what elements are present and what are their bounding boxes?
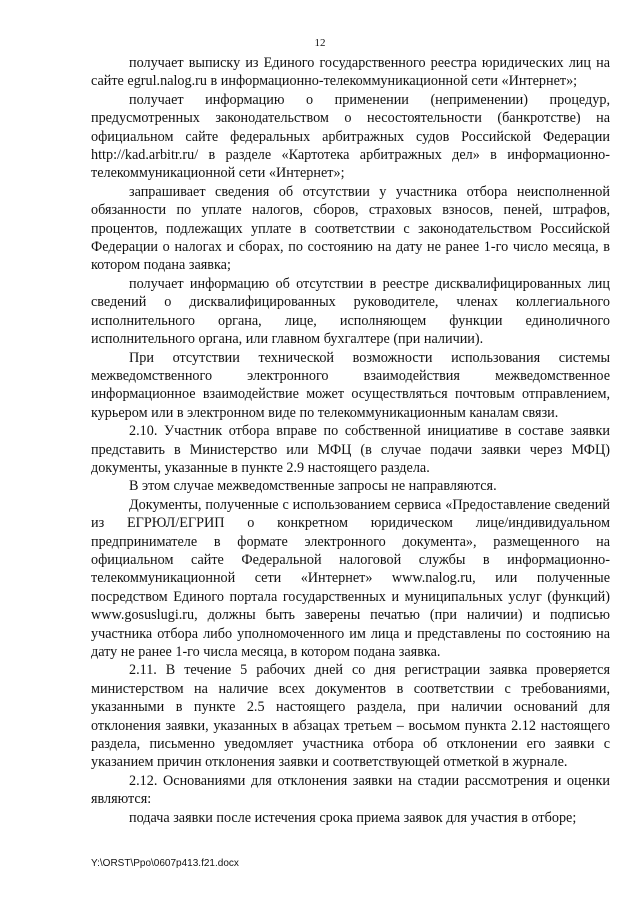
paragraph-late-submission: подача заявки после истечения срока приема заявок для участия в отборе; <box>129 809 577 826</box>
paragraph-2-11: 2.11. В течение 5 рабочих дней со дня регистрации заявка проверяется министерством на наличие всех документов в соответствии с требованиями, указанными в пункте 2.5 настоящего раздела, при наличии оснований для отклонения заявки, указанных в абзацах третьем – восьмом пункта 2.12 настоящего раздела, письменно уведомляет участника отбора об отклонении его заявки с указанием причин отклонения заявки и соответствующей отметкой в журнале. <box>91 662 610 771</box>
paragraph-tax-obligations: запрашивает сведения об отсутствии у участника отбора неисполненной обязанности по уплате налогов, сборов, страховых взносов, пеней, штрафов, процентов, подлежащих уплате в соответствии с законодательством Российской Федерации о налогах и сборах, по состоянию на дату не ранее 1-го число месяца, в котором подана заявка; <box>91 183 610 274</box>
paragraph-no-requests: В этом случае межведомственные запросы не направляются. <box>129 478 497 495</box>
page-number: 12 <box>314 37 326 49</box>
paragraph-2-12: 2.12. Основаниями для отклонения заявки на стадии рассмотрения и оценки являются: <box>91 772 610 808</box>
paragraph-disqualified-registry: получает информацию об отсутствии в реестре дисквалифицированных лиц сведений о дисквалифицированных руководителе, членах коллегиального исполнительного органа, лице, исполняющем функции единоличного исполнительного органа, или главном бухгалтере (при наличии). <box>91 275 610 348</box>
paragraph-no-technical-capability: При отсутствии технической возможности использования системы межведомственного электронного взаимодействия межведомственное информационное взаимодействие может осуществляться почтовым отправлением, курьером или в электронном виде по телекоммуникационным каналам связи. <box>91 349 610 421</box>
paragraph-documents-service: Документы, полученные с использованием сервиса «Предоставление сведений из ЕГРЮЛ/ЕГРИП о конкретном юридическом лице/индивидуальном предпринимателе в формате электронного документа», размещенного на официальном сайте Федеральной налоговой службы в информационно-телекоммуникационной сети «Интернет» www.nalog.ru, или полученные посредством Единого портала государственных и муниципальных услуг (функций) www.gosuslugi.ru, должны быть заверены печатью (при наличии) и подписью участника отбора либо уполномоченного им лица и представлены по состоянию на дату не ранее 1-го числа месяца, в котором подана заявка. <box>91 496 610 660</box>
footer-file-path: Y:\ORST\Ppo\0607p413.f21.docx <box>91 858 239 869</box>
document-body <box>91 54 610 827</box>
paragraph-bankruptcy-info: получает информацию о применении (неприменении) процедур, предусмотренных законодательством о несостоятельности (банкротстве) на официальном сайте федеральных арбитражных судов Российской Федерации http://kad.arbitr.ru/ в разделе «Картотека арбитражных дел» в информационно-телекоммуникационной сети «Интернет»; <box>91 91 610 182</box>
paragraph-2-10: 2.10. Участник отбора вправе по собственной инициативе в составе заявки представить в Министерство или МФЦ (в случае подачи заявки через МФЦ) документы, указанные в пункте 2.9 настоящего раздела. <box>91 423 610 476</box>
paragraph-egrul-extract: получает выписку из Единого государственного реестра юридических лиц на сайте egrul.nalog.ru в информационно-телекоммуникационной сети «Интернет»; <box>91 55 610 90</box>
